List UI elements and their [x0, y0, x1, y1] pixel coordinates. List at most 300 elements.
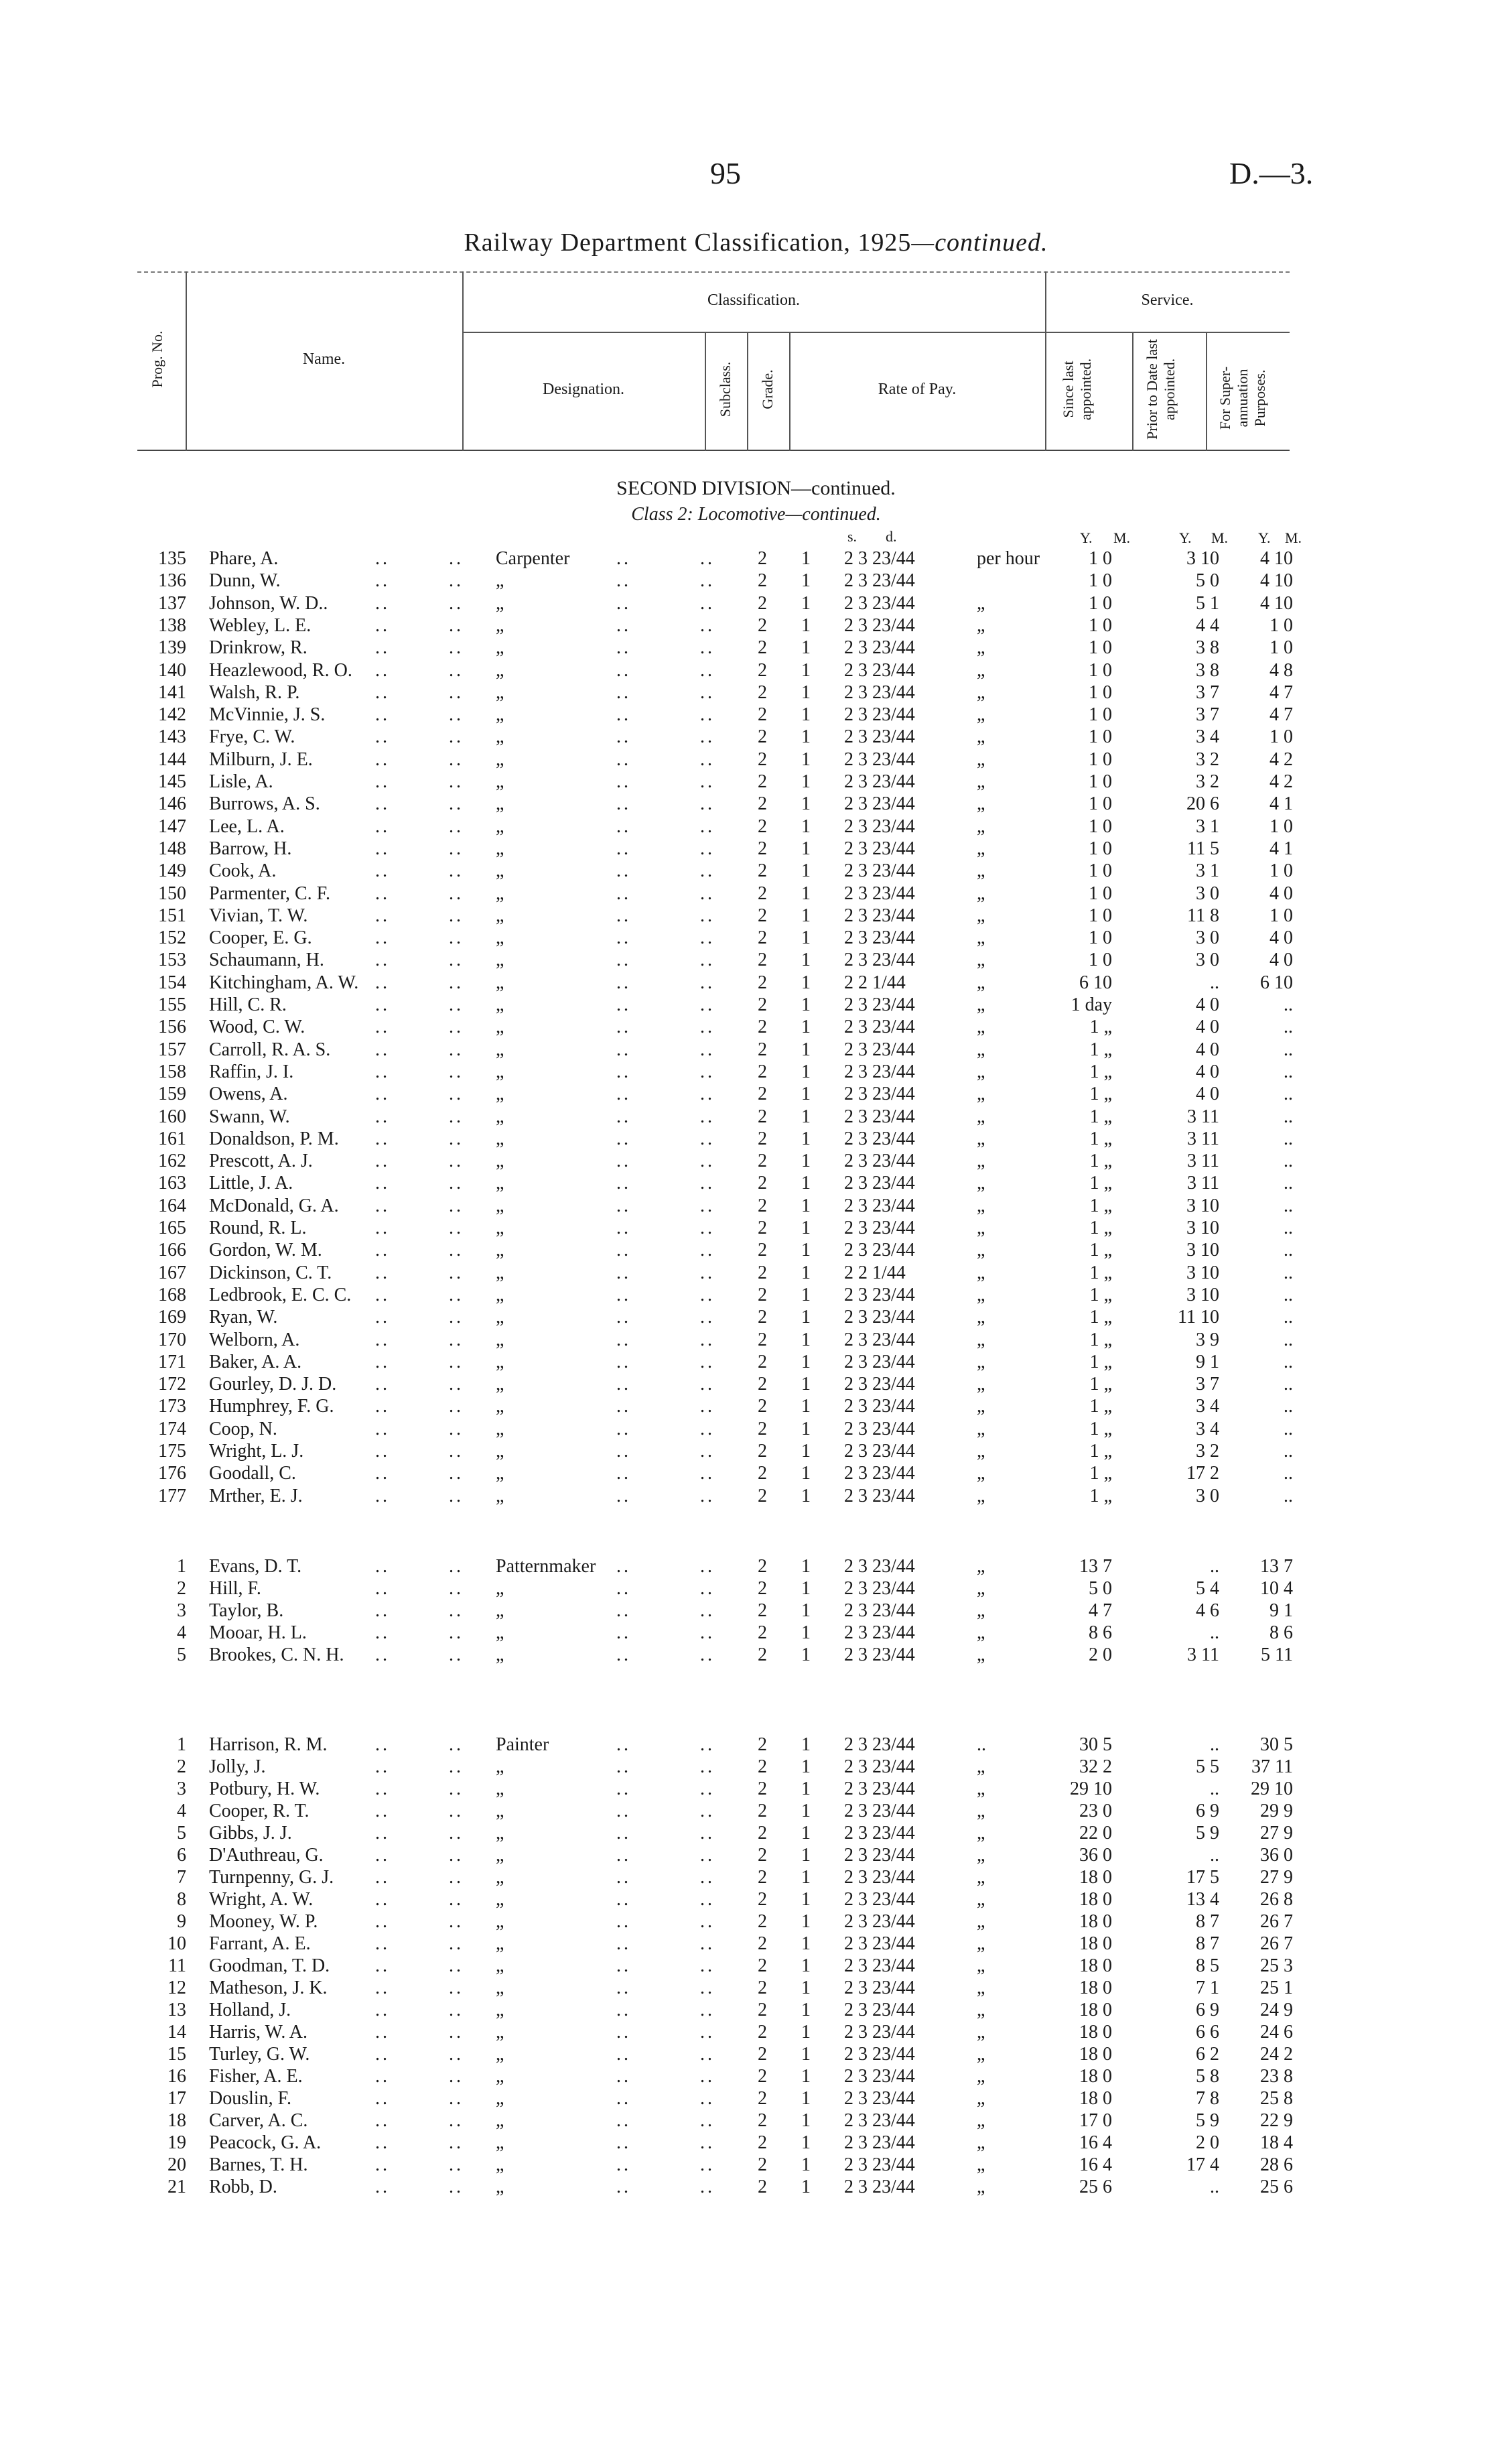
- name-cell: Frye, C. W.: [209, 726, 295, 748]
- name-cell: Carroll, R. A. S.: [209, 1039, 331, 1060]
- leader-dots: ..: [616, 659, 631, 681]
- since-last-appointed-cell: 1 „: [1089, 1396, 1112, 1417]
- subclass-cell: 2: [758, 1128, 767, 1149]
- leader-dots: ..: [375, 2022, 390, 2043]
- subclass-cell: 2: [758, 950, 767, 971]
- leader-dots: ..: [449, 1778, 464, 1799]
- prior-to-date-cell: 5 8: [1196, 2066, 1219, 2087]
- rate-unit-cell: „: [977, 659, 985, 681]
- since-last-appointed-cell: 25 6: [1079, 2177, 1112, 2197]
- superannuation-cell: 25 3: [1260, 1955, 1293, 1976]
- prior-to-date-cell: 6 9: [1196, 1801, 1219, 1821]
- superannuation-cell: 26 7: [1260, 1933, 1293, 1954]
- prior-to-date-cell: 6 6: [1196, 2022, 1219, 2043]
- prior-to-date-cell: 3 2: [1196, 1441, 1219, 1462]
- leader-dots: ..: [449, 1017, 464, 1038]
- superannuation-cell: ..: [1284, 1195, 1293, 1216]
- designation-cell: „: [496, 1845, 504, 1866]
- leader-dots: ..: [616, 2132, 631, 2153]
- designation-cell: Patternmaker: [496, 1556, 596, 1577]
- superannuation-cell: 4 1: [1269, 793, 1293, 815]
- prior-to-date-cell: 8 7: [1196, 1911, 1219, 1932]
- grade-cell: 1: [801, 1578, 811, 1599]
- leader-dots: ..: [700, 838, 715, 859]
- prog-no-cell: 10: [167, 1933, 186, 1954]
- since-last-appointed-cell: 1 „: [1089, 1128, 1112, 1149]
- since-last-appointed-cell: 32 2: [1079, 1756, 1112, 1777]
- subclass-cell: 2: [758, 927, 767, 949]
- prior-to-date-cell: 8 5: [1196, 1955, 1219, 1976]
- superannuation-cell: ..: [1284, 1061, 1293, 1082]
- prog-no-cell: 176: [158, 1463, 186, 1484]
- leader-dots: ..: [449, 726, 464, 748]
- rate-of-pay-cell: 2 3 23/44: [844, 2066, 915, 2087]
- rate-unit-cell: „: [977, 905, 985, 926]
- since-last-appointed-cell: 1 „: [1089, 1061, 1112, 1082]
- rate-unit-cell: „: [977, 2132, 985, 2153]
- name-cell: Dunn, W.: [209, 570, 281, 592]
- rate-unit-cell: per hour: [977, 548, 1040, 569]
- since-last-appointed-cell: 4 7: [1089, 1600, 1112, 1621]
- leader-dots: ..: [616, 1128, 631, 1149]
- prog-no-cell: 140: [158, 659, 186, 681]
- grade-cell: 1: [801, 927, 811, 949]
- table-row: [0, 1867, 1512, 1889]
- superannuation-cell: 5 11: [1261, 1644, 1293, 1665]
- since-last-appointed-cell: 8 6: [1089, 1622, 1112, 1643]
- header-classification: Classification.: [707, 291, 800, 309]
- leader-dots: ..: [375, 1262, 390, 1283]
- superannuation-cell: ..: [1284, 1374, 1293, 1395]
- rate-of-pay-cell: 2 3 23/44: [844, 1955, 915, 1976]
- leader-dots: ..: [375, 2110, 390, 2131]
- superannuation-cell: ..: [1284, 1307, 1293, 1328]
- superannuation-cell: 4 10: [1260, 548, 1293, 569]
- leader-dots: ..: [700, 1978, 715, 1998]
- subclass-cell: 2: [758, 1396, 767, 1417]
- superannuation-cell: 1 0: [1269, 816, 1293, 837]
- leader-dots: ..: [700, 1061, 715, 1082]
- prog-no-cell: 20: [167, 2154, 186, 2175]
- leader-dots: ..: [616, 592, 631, 614]
- since-last-appointed-cell: 1 „: [1089, 1106, 1112, 1127]
- rate-of-pay-cell: 2 3 23/44: [844, 1778, 915, 1799]
- superannuation-cell: 27 9: [1260, 1867, 1293, 1888]
- since-last-appointed-cell: 5 0: [1089, 1578, 1112, 1599]
- prog-no-cell: 167: [158, 1262, 186, 1283]
- rate-of-pay-cell: 2 3 23/44: [844, 2154, 915, 2175]
- leader-dots: ..: [700, 1622, 715, 1643]
- subclass-cell: 2: [758, 1061, 767, 1082]
- prog-no-cell: 145: [158, 771, 186, 792]
- superannuation-cell: ..: [1284, 994, 1293, 1015]
- rate-of-pay-cell: 2 3 23/44: [844, 1128, 915, 1149]
- grade-cell: 1: [801, 1307, 811, 1328]
- leader-dots: ..: [616, 749, 631, 770]
- rate-unit-cell: „: [977, 1756, 985, 1777]
- grade-cell: 1: [801, 1556, 811, 1577]
- leader-dots: ..: [375, 1084, 390, 1105]
- prior-to-date-cell: 3 8: [1196, 659, 1219, 681]
- superannuation-cell: 24 2: [1260, 2044, 1293, 2065]
- prog-no-cell: 14: [167, 2022, 186, 2043]
- superannuation-cell: ..: [1284, 1463, 1293, 1484]
- leader-dots: ..: [375, 1756, 390, 1777]
- since-last-appointed-cell: 1 0: [1089, 659, 1112, 681]
- table-row: [0, 1486, 1512, 1508]
- leader-dots: ..: [375, 1867, 390, 1888]
- prior-to-date-cell: 3 0: [1196, 883, 1219, 904]
- leader-dots: ..: [449, 1556, 464, 1577]
- prior-to-date-cell: 11 8: [1187, 905, 1219, 926]
- name-cell: Lisle, A.: [209, 771, 273, 792]
- subclass-cell: 2: [758, 1151, 767, 1172]
- prog-no-cell: 3: [177, 1778, 186, 1799]
- leader-dots: ..: [375, 994, 390, 1015]
- grade-cell: 1: [801, 570, 811, 592]
- table-row: [0, 1463, 1512, 1485]
- prior-to-date-cell: 17 4: [1186, 2154, 1219, 2175]
- leader-dots: ..: [449, 1889, 464, 1910]
- subclass-cell: 2: [758, 1374, 767, 1395]
- leader-dots: ..: [375, 1061, 390, 1082]
- leader-dots: ..: [616, 905, 631, 926]
- since-last-appointed-cell: 1 „: [1089, 1307, 1112, 1328]
- leader-dots: ..: [449, 2132, 464, 2153]
- leader-dots: ..: [375, 2132, 390, 2153]
- leader-dots: ..: [449, 1441, 464, 1462]
- prog-no-cell: 175: [158, 1441, 186, 1462]
- subclass-cell: 2: [758, 2088, 767, 2109]
- name-cell: Taylor, B.: [209, 1600, 284, 1621]
- leader-dots: ..: [375, 838, 390, 859]
- rate-unit-cell: „: [977, 1600, 985, 1621]
- superannuation-cell: ..: [1284, 1128, 1293, 1149]
- since-last-appointed-cell: 18 0: [1079, 1978, 1112, 1998]
- grade-cell: 1: [801, 1284, 811, 1305]
- name-cell: Fisher, A. E.: [209, 2066, 303, 2087]
- leader-dots: ..: [449, 614, 464, 636]
- header-superannuation: For Super-annuation Purposes.: [1217, 366, 1268, 430]
- since-last-appointed-cell: 1 „: [1089, 1084, 1112, 1105]
- leader-dots: ..: [375, 1173, 390, 1194]
- subclass-cell: 2: [758, 2110, 767, 2131]
- grade-cell: 1: [801, 726, 811, 748]
- prior-to-date-cell: 3 10: [1186, 1284, 1219, 1305]
- prog-no-cell: 177: [158, 1485, 186, 1506]
- leader-dots: ..: [616, 1307, 631, 1328]
- designation-cell: „: [496, 771, 504, 792]
- unit-shillings: s.: [847, 528, 857, 545]
- leader-dots: ..: [449, 592, 464, 614]
- prior-to-date-cell: 7 8: [1196, 2088, 1219, 2109]
- superannuation-cell: ..: [1284, 1396, 1293, 1417]
- superannuation-cell: 8 6: [1269, 1622, 1293, 1643]
- superannuation-cell: 4 1: [1269, 838, 1293, 859]
- unit-months: M.: [1113, 529, 1131, 546]
- leader-dots: ..: [449, 1039, 464, 1060]
- grade-cell: 1: [801, 749, 811, 770]
- superannuation-cell: 4 7: [1269, 682, 1293, 703]
- leader-dots: ..: [700, 1578, 715, 1599]
- prior-to-date-cell: 3 11: [1187, 1644, 1219, 1665]
- rate-of-pay-cell: 2 3 23/44: [844, 1911, 915, 1932]
- header-divider: [747, 332, 748, 451]
- leader-dots: ..: [616, 1978, 631, 1998]
- since-last-appointed-cell: 1 „: [1089, 1151, 1112, 1172]
- table-row: [0, 1578, 1512, 1600]
- rate-unit-cell: „: [977, 704, 985, 726]
- rate-of-pay-cell: 2 3 23/44: [844, 883, 915, 904]
- table-row: [0, 927, 1512, 950]
- grade-cell: 1: [801, 1151, 811, 1172]
- name-cell: Farrant, A. E.: [209, 1933, 311, 1954]
- grade-cell: 1: [801, 905, 811, 926]
- rate-of-pay-cell: 2 3 23/44: [844, 1578, 915, 1599]
- rate-of-pay-cell: 2 3 23/44: [844, 1485, 915, 1506]
- rate-of-pay-cell: 2 3 23/44: [844, 2132, 915, 2153]
- prog-no-cell: 173: [158, 1396, 186, 1417]
- grade-cell: 1: [801, 2022, 811, 2043]
- leader-dots: ..: [375, 1622, 390, 1643]
- leader-dots: ..: [449, 927, 464, 949]
- leader-dots: ..: [700, 726, 715, 748]
- since-last-appointed-cell: 6 10: [1079, 972, 1112, 993]
- rate-unit-cell: „: [977, 1778, 985, 1799]
- superannuation-cell: 25 8: [1260, 2088, 1293, 2109]
- designation-cell: „: [496, 659, 504, 681]
- grade-cell: 1: [801, 1374, 811, 1395]
- prior-to-date-cell: 3 11: [1187, 1128, 1219, 1149]
- leader-dots: ..: [375, 1128, 390, 1149]
- name-cell: Brookes, C. N. H.: [209, 1644, 344, 1665]
- subclass-cell: 2: [758, 994, 767, 1015]
- rate-of-pay-cell: 2 3 23/44: [844, 2088, 915, 2109]
- leader-dots: ..: [449, 1801, 464, 1821]
- rate-of-pay-cell: 2 3 23/44: [844, 2177, 915, 2197]
- leader-dots: ..: [449, 1195, 464, 1216]
- leader-dots: ..: [375, 1485, 390, 1506]
- superannuation-cell: ..: [1284, 1485, 1293, 1506]
- subclass-cell: 2: [758, 1578, 767, 1599]
- grade-cell: 1: [801, 1622, 811, 1643]
- leader-dots: ..: [700, 1396, 715, 1417]
- grade-cell: 1: [801, 883, 811, 904]
- table-row: [0, 1128, 1512, 1151]
- designation-cell: „: [496, 1195, 504, 1216]
- grade-cell: 1: [801, 1463, 811, 1484]
- leader-dots: ..: [449, 994, 464, 1015]
- prior-to-date-cell: 6 2: [1196, 2044, 1219, 2065]
- rate-unit-cell: „: [977, 1374, 985, 1395]
- leader-dots: ..: [375, 1556, 390, 1577]
- subclass-cell: 2: [758, 1195, 767, 1216]
- table-header: [137, 271, 1290, 451]
- leader-dots: ..: [616, 1418, 631, 1439]
- superannuation-cell: 1 0: [1269, 726, 1293, 748]
- leader-dots: ..: [375, 2088, 390, 2109]
- grade-cell: 1: [801, 1351, 811, 1372]
- name-cell: Turley, G. W.: [209, 2044, 310, 2065]
- since-last-appointed-cell: 1 0: [1089, 860, 1112, 882]
- leader-dots: ..: [700, 1240, 715, 1261]
- page-number: 95: [710, 156, 741, 190]
- rate-of-pay-cell: 2 3 23/44: [844, 1441, 915, 1462]
- rate-of-pay-cell: 2 3 23/44: [844, 1463, 915, 1484]
- subclass-cell: 2: [758, 2044, 767, 2065]
- leader-dots: ..: [616, 1889, 631, 1910]
- leader-dots: ..: [700, 749, 715, 770]
- superannuation-cell: 26 7: [1260, 1911, 1293, 1932]
- since-last-appointed-cell: 1 „: [1089, 1441, 1112, 1462]
- leader-dots: ..: [700, 1374, 715, 1395]
- grade-cell: 1: [801, 1734, 811, 1755]
- prog-no-cell: 6: [177, 1845, 186, 1866]
- rate-of-pay-cell: 2 3 23/44: [844, 1240, 915, 1261]
- since-last-appointed-cell: 16 4: [1079, 2154, 1112, 2175]
- superannuation-cell: 10 4: [1260, 1578, 1293, 1599]
- subclass-cell: 2: [758, 1644, 767, 1665]
- leader-dots: ..: [375, 1017, 390, 1038]
- rate-of-pay-cell: 2 3 23/44: [844, 1644, 915, 1665]
- leader-dots: ..: [616, 2177, 631, 2197]
- prior-to-date-cell: ..: [1210, 1734, 1219, 1755]
- rate-unit-cell: „: [977, 1061, 985, 1082]
- superannuation-cell: 4 8: [1269, 659, 1293, 681]
- rate-of-pay-cell: 2 3 23/44: [844, 1307, 915, 1328]
- leader-dots: ..: [375, 1329, 390, 1350]
- table-row: [0, 660, 1512, 682]
- designation-cell: „: [496, 1351, 504, 1372]
- leader-dots: ..: [449, 905, 464, 926]
- prior-to-date-cell: 4 6: [1196, 1600, 1219, 1621]
- since-last-appointed-cell: 1 0: [1089, 548, 1112, 569]
- subclass-cell: 2: [758, 659, 767, 681]
- since-last-appointed-cell: 1 0: [1089, 637, 1112, 659]
- leader-dots: ..: [616, 1933, 631, 1954]
- leader-dots: ..: [449, 771, 464, 792]
- header-service: Service.: [1141, 291, 1194, 309]
- prior-to-date-cell: 11 10: [1178, 1307, 1219, 1328]
- subclass-cell: 2: [758, 1801, 767, 1821]
- rate-of-pay-cell: 2 3 23/44: [844, 1374, 915, 1395]
- superannuation-cell: ..: [1284, 1441, 1293, 1462]
- leader-dots: ..: [449, 2066, 464, 2087]
- grade-cell: 1: [801, 1218, 811, 1238]
- leader-dots: ..: [375, 2177, 390, 2197]
- name-cell: Cooper, R. T.: [209, 1801, 310, 1821]
- prior-to-date-cell: 3 2: [1196, 771, 1219, 792]
- table-row: [0, 950, 1512, 972]
- leader-dots: ..: [616, 1017, 631, 1038]
- leader-dots: ..: [449, 1084, 464, 1105]
- table-row: [0, 2154, 1512, 2177]
- rate-of-pay-cell: 2 3 23/44: [844, 1756, 915, 1777]
- prior-to-date-cell: 5 1: [1196, 592, 1219, 614]
- rate-of-pay-cell: 2 3 23/44: [844, 614, 915, 636]
- table-row: [0, 1307, 1512, 1329]
- rate-unit-cell: „: [977, 994, 985, 1015]
- prior-to-date-cell: 4 0: [1196, 1039, 1219, 1060]
- since-last-appointed-cell: 1 0: [1089, 704, 1112, 726]
- subclass-cell: 2: [758, 1911, 767, 1932]
- rate-of-pay-cell: 2 3 23/44: [844, 1173, 915, 1194]
- prior-to-date-cell: 3 1: [1196, 816, 1219, 837]
- leader-dots: ..: [616, 1463, 631, 1484]
- prior-to-date-cell: ..: [1210, 2177, 1219, 2197]
- leader-dots: ..: [449, 2177, 464, 2197]
- table-row: [0, 570, 1512, 592]
- leader-dots: ..: [449, 1151, 464, 1172]
- grade-cell: 1: [801, 1955, 811, 1976]
- table-row: [0, 1600, 1512, 1622]
- since-last-appointed-cell: 1 0: [1089, 905, 1112, 926]
- subclass-cell: 2: [758, 1955, 767, 1976]
- leader-dots: ..: [700, 1151, 715, 1172]
- designation-cell: „: [496, 1084, 504, 1105]
- leader-dots: ..: [616, 548, 631, 569]
- designation-cell: „: [496, 860, 504, 882]
- prog-no-cell: 135: [158, 548, 186, 569]
- rate-unit-cell: „: [977, 1284, 985, 1305]
- leader-dots: ..: [616, 1262, 631, 1283]
- rate-of-pay-cell: 2 3 23/44: [844, 1889, 915, 1910]
- grade-cell: 1: [801, 816, 811, 837]
- leader-dots: ..: [375, 1218, 390, 1238]
- grade-cell: 1: [801, 614, 811, 636]
- leader-dots: ..: [700, 1778, 715, 1799]
- unit-years: Y.: [1179, 529, 1192, 546]
- header-bottom-rule: [137, 450, 1290, 451]
- leader-dots: ..: [375, 1374, 390, 1395]
- superannuation-cell: 18 4: [1260, 2132, 1293, 2153]
- leader-dots: ..: [700, 1351, 715, 1372]
- rate-of-pay-cell: 2 3 23/44: [844, 2044, 915, 2065]
- table-row: [0, 1778, 1512, 1801]
- leader-dots: ..: [449, 1284, 464, 1305]
- designation-cell: „: [496, 2110, 504, 2131]
- prog-no-cell: 9: [177, 1911, 186, 1932]
- subclass-cell: 2: [758, 972, 767, 993]
- grade-cell: 1: [801, 1933, 811, 1954]
- superannuation-cell: 4 10: [1260, 592, 1293, 614]
- designation-cell: „: [496, 2066, 504, 2087]
- prior-to-date-cell: 5 0: [1196, 570, 1219, 592]
- table-row: [0, 1084, 1512, 1106]
- prog-no-cell: 151: [158, 905, 186, 926]
- leader-dots: ..: [616, 1911, 631, 1932]
- since-last-appointed-cell: 16 4: [1079, 2132, 1112, 2153]
- leader-dots: ..: [449, 1485, 464, 1506]
- leader-dots: ..: [616, 2022, 631, 2043]
- grade-cell: 1: [801, 2066, 811, 2087]
- leader-dots: ..: [449, 704, 464, 726]
- prior-to-date-cell: 7 1: [1196, 1978, 1219, 1998]
- prior-to-date-cell: 3 4: [1196, 726, 1219, 748]
- rate-unit-cell: „: [977, 1622, 985, 1643]
- rate-unit-cell: „: [977, 793, 985, 815]
- designation-cell: „: [496, 1823, 504, 1843]
- rate-of-pay-cell: 2 3 23/44: [844, 1978, 915, 1998]
- rate-of-pay-cell: 2 3 23/44: [844, 1418, 915, 1439]
- prior-to-date-cell: 17 2: [1186, 1463, 1219, 1484]
- name-cell: Little, J. A.: [209, 1173, 293, 1194]
- name-cell: Johnson, W. D..: [209, 592, 328, 614]
- rate-unit-cell: „: [977, 1955, 985, 1976]
- rate-of-pay-cell: 2 3 23/44: [844, 905, 915, 926]
- designation-cell: „: [496, 905, 504, 926]
- leader-dots: ..: [700, 816, 715, 837]
